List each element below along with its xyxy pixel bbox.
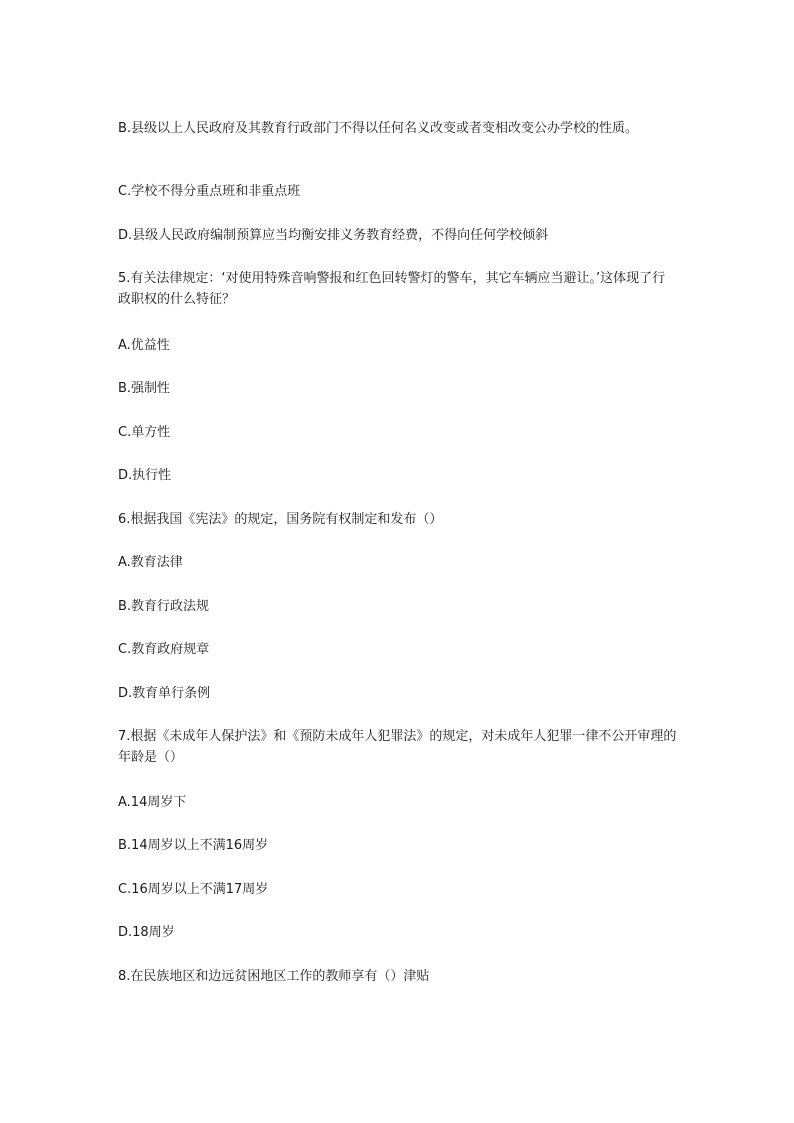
question-7-option-b: B.14周岁以上不满16周岁 [118, 838, 269, 853]
question-5-stem: 5.有关法律规定：‘对使用特殊音响警报和红色回转警灯的警车，其它车辆应当避让。’这体现了行政职权的什么特征？ [118, 271, 666, 307]
question-6-option-b: B.教育行政法规 [118, 599, 210, 614]
question-7-option-c: C.16周岁以上不满17周岁 [118, 882, 269, 897]
question-6-option-a: A.教育法律 [118, 555, 183, 570]
question-4-option-d: D.县级人民政府编制预算应当均衡安排义务教育经费，不得向任何学校倾斜 [118, 228, 549, 243]
question-5-option-b: B.强制性 [118, 381, 171, 396]
question-7-stem: 7.根据《未成年人保护法》和《预防未成年人犯罪法》的规定，对未成年人犯罪一律不公开审理的年龄是（） [118, 729, 677, 765]
question-4-option-c: C.学校不得分重点班和非重点班 [118, 184, 301, 199]
question-6-option-c: C.教育政府规章 [118, 642, 210, 657]
question-6-stem: 6.根据我国《宪法》的规定，国务院有权制定和发布（） [118, 512, 443, 527]
question-7-option-a: A.14周岁下 [118, 795, 187, 810]
question-7-option-d: D.18周岁 [118, 925, 175, 940]
question-5-option-d: D.执行性 [118, 468, 172, 483]
question-8-stem: 8.在民族地区和边远贫困地区工作的教师享有（）津贴 [118, 969, 430, 984]
question-5-option-c: C.单方性 [118, 425, 171, 440]
question-6-option-d: D.教育单行条例 [118, 686, 211, 701]
question-4-option-b: B.县级以上人民政府及其教育行政部门不得以任何名义改变或者变相改变公办学校的性质。 [118, 121, 639, 136]
question-5-option-a: A.优益性 [118, 338, 170, 353]
